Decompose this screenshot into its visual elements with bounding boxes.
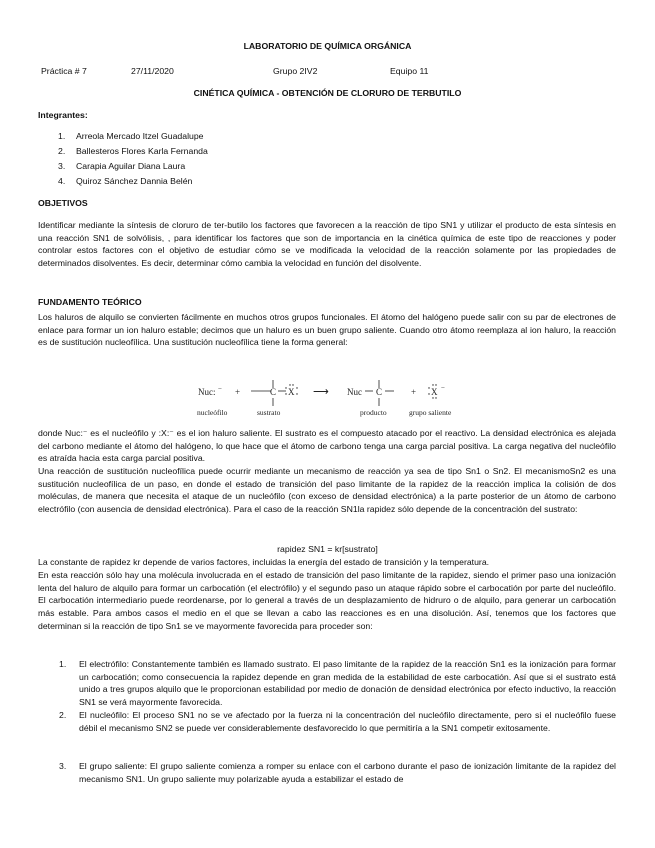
lone-pair-dot xyxy=(435,397,436,398)
list-item xyxy=(58,161,186,172)
list-number: 4. xyxy=(58,176,66,186)
nucleophile-symbol: Nuc: xyxy=(198,387,216,397)
factor-text: El nucleófilo: El proceso SN1 no se ve afectado por la fuerza ni la concentración del nucleófilo directamente, pero si el nucleófilo fuese débil el mecanismo SN2 se puede ver considerablemente desfavorecido lo que permitiría a la SN1 competir exitosamente. xyxy=(79,710,616,733)
theory-heading: FUNDAMENTO TEÓRICO xyxy=(38,297,142,307)
list-number: 2. xyxy=(58,146,66,156)
list-number: 1. xyxy=(59,659,67,669)
theory-paragraph-3: Una reacción de sustitución nucleofílica puede ocurrir mediante un mecanismo de reacción ya sea de tipo Sn1 o Sn2. El mecanismoSn2 es una sustitución nucleofílica de un paso, en donde el estado de transición del paso limitante de la rapidez de la reacción implica la colisión de dos moléculas, de manera que necesita el ataque de un nucleófilo (con exceso de densidad electrónica) a la parte posterior de un átomo de carbono electrófilo (con ausencia de densidad electrónica). Para el caso de la reacción SN1la rapidez sólo depende de la concentración del sustrato: xyxy=(38,466,616,515)
lone-pair-dot xyxy=(292,384,293,385)
lone-pair-dot xyxy=(428,387,429,388)
lone-pair-dot xyxy=(296,387,297,388)
leaving-charge: − xyxy=(441,384,445,392)
lone-pair-dot xyxy=(285,393,286,394)
lone-pair-dot xyxy=(435,384,436,385)
list-number: 3. xyxy=(58,161,66,171)
list-item xyxy=(58,131,204,142)
theory-paragraph-4: La constante de rapidez kr depende de varios factores, incluidas la energía del estado de transición y la temperatura. xyxy=(38,557,490,567)
lone-pair-dot xyxy=(296,393,297,394)
theory-paragraph-2: donde Nuc:⁻ es el nucleófilo y :X:⁻ es el ion haluro saliente. El sustrato es el compuesto atacado por el reactivo. La densidad electrónica es alejada del carbono mediante el átomo del halógeno, lo que hace que el átomo de carbono tenga una carga parcial positiva. La carga negativa del nucleófilo es atraída hacia esta carga parcial positiva. xyxy=(38,428,616,464)
plus-sign: + xyxy=(411,387,417,397)
product-nucleophile: Nuc xyxy=(347,387,362,397)
members-heading: Integrantes: xyxy=(38,110,88,120)
practice-number: Práctica # 7 xyxy=(41,66,87,76)
member-name: Arreola Mercado Itzel Guadalupe xyxy=(76,131,204,141)
equation-graphic xyxy=(0,376,655,420)
substrate-carbon: C xyxy=(270,387,277,397)
experiment-title: CINÉTICA QUÍMICA - OBTENCIÓN DE CLORURO DE TERBUTILO xyxy=(193,88,462,98)
substitution-equation xyxy=(0,376,655,420)
lab-title: LABORATORIO DE QUÍMICA ORGÁNICA xyxy=(243,41,412,51)
lone-pair-dot xyxy=(432,384,433,385)
rate-law: rapidez SN1 = kr[sustrato] xyxy=(277,544,378,554)
practice-date: 27/11/2020 xyxy=(131,66,174,76)
objectives-heading: OBJETIVOS xyxy=(38,198,88,208)
lone-pair-dot xyxy=(428,393,429,394)
theory-paragraph-5: En esta reacción sólo hay una molécula involucrada en el estado de transición del paso limitante de la rapidez, siendo el primer paso una ionización lenta del haluro de alquilo para formar un carbocatión (el electrófilo) y el segundo paso un ataque rápido sobre el carbocatión por parte del nucleófilo. El carbocatión intermediario puede reordenarse, por lo general a través de un desplazamiento de hidruro o de alquilo, para generar un carbocatión más estable. Para ambos casos el medio en el que se llevan a cabo las reacciones es en una disolución. Así, tenemos que los factores que determinan si la reacción de tipo Sn1 se ve mayormente favorecida para proceder son: xyxy=(38,570,616,631)
product-carbon: C xyxy=(376,387,383,397)
label-substrate: sustrato xyxy=(257,408,281,417)
lone-pair-dot xyxy=(289,384,290,385)
substrate-halogen: X xyxy=(288,387,295,397)
list-item xyxy=(58,146,208,157)
member-name: Quiroz Sánchez Dannia Belén xyxy=(76,176,193,186)
list-item xyxy=(58,176,193,187)
lone-pair-dot xyxy=(285,387,286,388)
label-nucleophile: nucleófilo xyxy=(197,408,228,417)
member-name: Ballesteros Flores Karla Fernanda xyxy=(76,146,208,156)
lone-pair-dot xyxy=(432,397,433,398)
member-name: Carapia Aguilar Diana Laura xyxy=(76,161,186,171)
plus-sign: + xyxy=(235,387,241,397)
team-label: Equipo 11 xyxy=(390,66,429,76)
nucleophile-charge: − xyxy=(218,385,222,393)
reaction-arrow: ⟶ xyxy=(313,386,329,398)
theory-paragraph-1: Los haluros de alquilo se convierten fácilmente en muchos otros grupos funcionales. El átomo del halógeno puede salir con su par de electrones de enlace para formar un ion haluro estable; decimos que un haluro es un buen grupo saliente. Cuando otro átomo reemplaza al ion haluro, la reacción es de sustitución nucleofílica. Una sustitución nucleofílica tiene la forma general: xyxy=(38,312,616,348)
factor-text: El grupo saliente: El grupo saliente comienza a romper su enlace con el carbono durante el paso de ionización limitante de la rapidez del mecanismo SN1. Un grupo saliente muy polarizable ayuda a estabilizar el estado de xyxy=(79,761,616,784)
label-product: producto xyxy=(360,408,387,417)
group-label: Grupo 2IV2 xyxy=(273,66,318,76)
factor-text: El electrófilo: Constantemente también es llamado sustrato. El paso limitante de la rapidez de la reacción Sn1 es la ionización para formar un carbocatión; como consecuencia la rapidez depende en gran medida de la estabilidad de este carbocatión. Así que si el sustrato está unido a tres grupos alquilo que le proporcionan estabilidad por medio de donación de densidad electrónica por efecto inductivo, la reacción SN1 se verá mayormente favorecida. xyxy=(79,659,616,708)
leaving-halogen: X xyxy=(431,387,438,397)
label-leaving-group: grupo saliente xyxy=(409,408,452,417)
list-number: 1. xyxy=(58,131,66,141)
list-number: 3. xyxy=(59,761,67,771)
list-number: 2. xyxy=(59,710,67,720)
objectives-text: Identificar mediante la síntesis de cloruro de ter-butilo los factores que favorecen a la reacción de tipo SN1 y utilizar el producto de esta síntesis en una reacción SN1 de solvólisis, , para identificar los factores que son de importancia en la cinética química de este tipo de reacciones y poder controlar estos factores con el objetivo de estudiar cómo se ve modificada la velocidad de la reacción solamente por las propiedades de determinados disolventes. Es decir, determinar cómo cambia la velocidad en función del disolvente. xyxy=(38,220,616,269)
